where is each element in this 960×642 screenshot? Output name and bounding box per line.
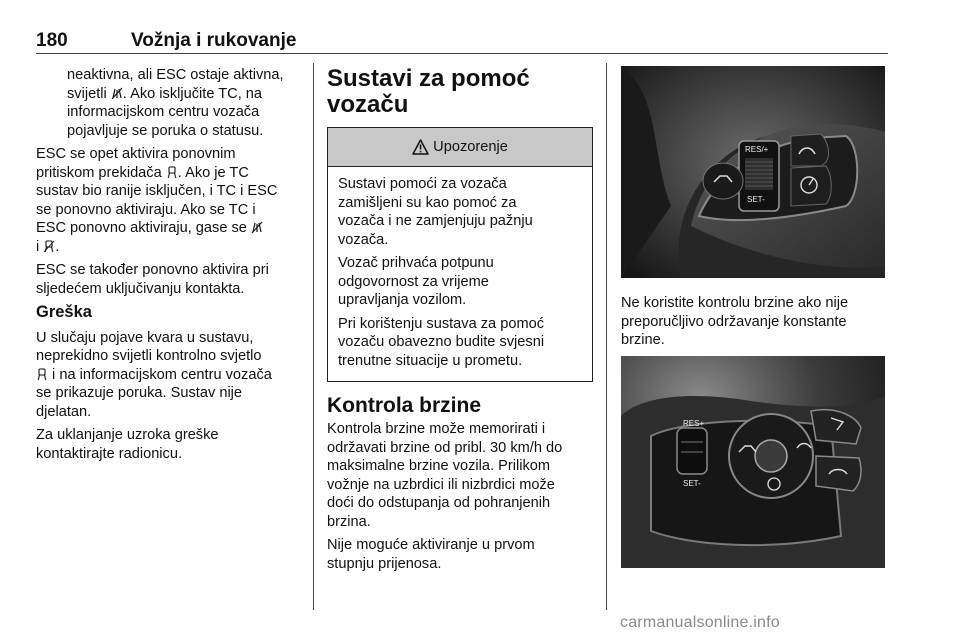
warning-title: Upozorenje bbox=[433, 138, 508, 155]
tc-off-icon bbox=[251, 221, 263, 234]
warning-triangle-icon bbox=[412, 139, 429, 155]
set-label: SET- bbox=[683, 479, 701, 488]
watermark: carmanualsonline.info bbox=[620, 614, 780, 631]
fault-paragraph: U slučaju pojave kvara u sustavu, neprekidno svijetli kontrolno svjetlo i na informacijskom centru vozača se prikazuje poruka. Sustav nije djelatan. bbox=[36, 329, 272, 420]
gear-paragraph: Nije moguće aktiviranje u prvom stupnju prijenosa. bbox=[327, 537, 535, 572]
cruise-control-heading: Kontrola brzine bbox=[327, 394, 482, 417]
column-divider-1 bbox=[313, 63, 314, 610]
warning-paragraph: Pri korištenju sustava za pomoć vozaču obavezno budite svjesni trenutne situacije u prometu. bbox=[338, 315, 545, 369]
chapter-title: Vožnja i rukovanje bbox=[131, 30, 297, 51]
ignition-paragraph: ESC se također ponovno aktivira pri sljedećem uključivanju kontakta. bbox=[36, 262, 269, 297]
warning-paragraph: Sustavi pomoći za vozača zamišljeni su kao pomoć za vozača i ne zamjenjuju pažnju vozača. bbox=[338, 176, 533, 248]
middle-column bbox=[327, 66, 593, 578]
steering-wheel-photo-1 bbox=[621, 66, 885, 278]
set-label: SET- bbox=[747, 195, 765, 204]
warning-box bbox=[327, 127, 593, 382]
header-rule bbox=[36, 53, 888, 54]
res-label: RES/+ bbox=[745, 145, 769, 154]
intro-paragraph: neaktivna, ali ESC ostaje aktivna, svijetli . Ako isključite TC, na informacijskom centru vozača pojavljuje se poruka o statusu. bbox=[67, 67, 284, 139]
steering-wheel-photo-2 bbox=[621, 356, 885, 568]
page-number: 180 bbox=[36, 30, 68, 51]
esc-off-icon bbox=[43, 240, 55, 253]
workshop-paragraph: Za uklanjanje uzroka greške kontaktirajte radionicu. bbox=[36, 427, 219, 462]
warning-header bbox=[328, 128, 592, 167]
warning-paragraph: Vozač prihvaća potpunu odgovornost za vrijeme upravljanja vozilom. bbox=[338, 255, 494, 308]
res-label: RES+ bbox=[683, 419, 705, 428]
left-column bbox=[36, 66, 306, 468]
warning-body bbox=[328, 167, 592, 381]
fault-heading: Greška bbox=[36, 303, 92, 321]
esc-icon bbox=[36, 368, 48, 381]
reactivation-paragraph: ESC se opet aktivira ponovnim pritiskom prekidača . Ako je TC sustav bio ranije isključen, i TC i ESC se ponovno aktiviraju. Ako se TC i ESC ponovno aktiviraju, gase se i . bbox=[36, 146, 278, 255]
caption-paragraph: Ne koristite kontrolu brzine ako nije preporučljivo održavanje konstante brzine. bbox=[621, 295, 849, 348]
section-title: Sustavi za pomoć vozaču bbox=[327, 65, 530, 118]
esc-icon bbox=[166, 166, 178, 179]
caption bbox=[621, 294, 887, 355]
page-header bbox=[36, 30, 888, 52]
tc-off-icon bbox=[111, 87, 123, 100]
cruise-paragraph: Kontrola brzine može memorirati i održavati brzine od pribl. 30 km/h do maksimalne brzine vozila. Prilikom vožnje na uzbrdici ili nizbrdici može doći do odstupanja od pohranjenih brzina. bbox=[327, 421, 563, 530]
column-divider-2 bbox=[606, 63, 607, 610]
